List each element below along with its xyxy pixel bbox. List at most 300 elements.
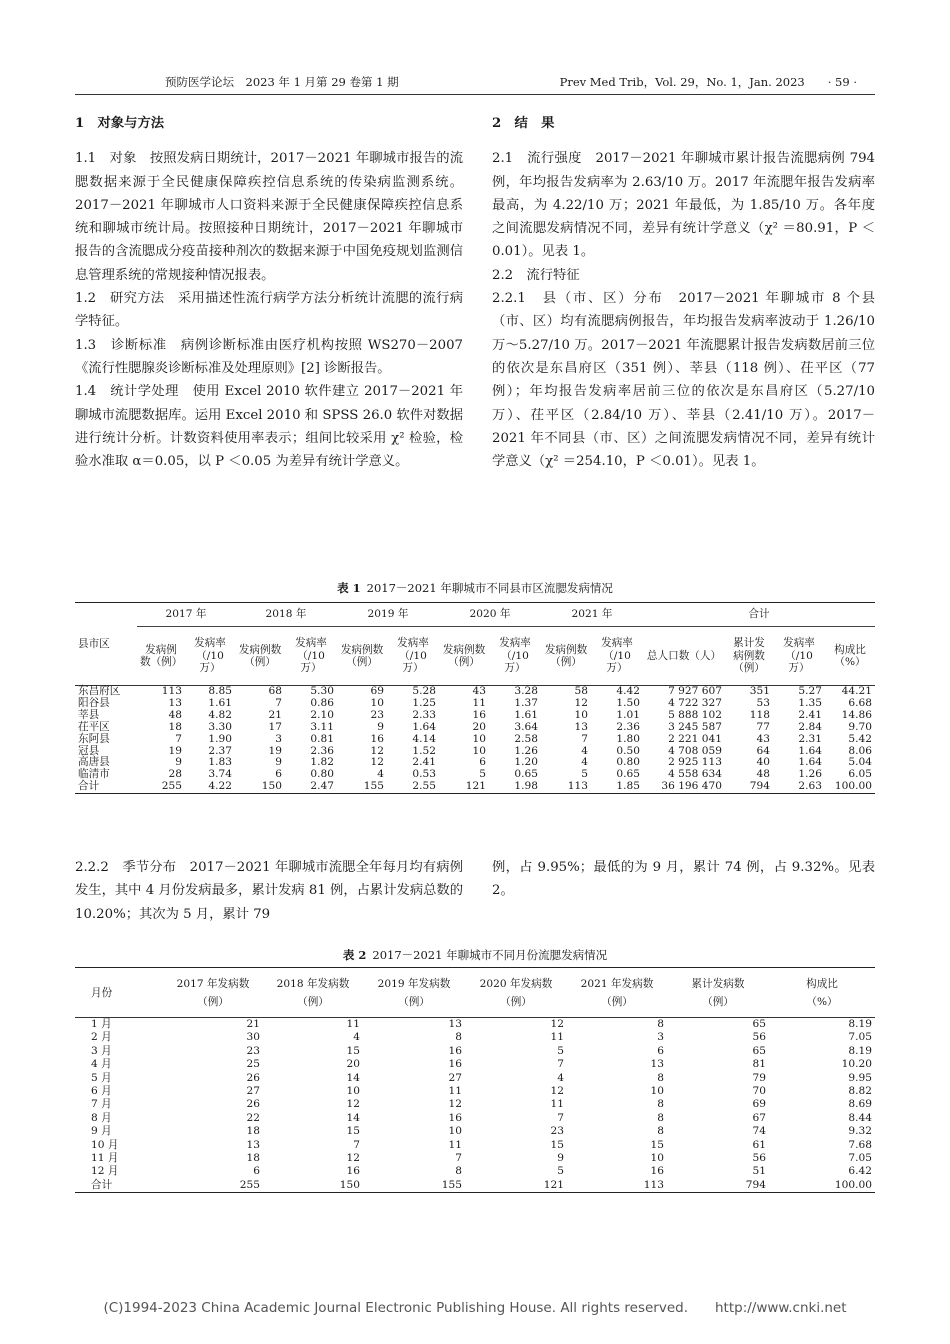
table-cell: 100.00 (834, 1178, 872, 1191)
table-cell: 5 (581, 768, 588, 781)
table-cell: 17 (268, 720, 282, 733)
table-cell: 2.37 (208, 744, 232, 757)
row-label: 11 月 (91, 1152, 119, 1165)
table-cell: 4 (581, 756, 588, 769)
column-header (769, 968, 875, 1018)
table-row (75, 1072, 875, 1085)
table-cell: 155 (441, 1178, 462, 1191)
table-cell: 6.05 (848, 768, 872, 781)
year-total: 合计 (643, 603, 875, 627)
column-header (263, 968, 363, 1018)
table-cell: 3 (657, 1031, 664, 1044)
table-cell: 23 (550, 1125, 564, 1138)
table-cell: 7.05 (848, 1152, 872, 1165)
row-label: 东昌府区 (78, 685, 121, 697)
table-cell: 69 (370, 685, 384, 697)
table-cell: 794 (749, 780, 770, 793)
table-cell: 18 (246, 1125, 260, 1138)
row-label: 莘县 (78, 708, 100, 721)
table-cell: 4 708 059 (668, 744, 722, 757)
year-2018: 2018 年 (235, 603, 337, 627)
row-label: 7 月 (91, 1098, 112, 1111)
table-cell: 48 (756, 768, 770, 781)
right-column (492, 112, 875, 473)
row-label: 4 月 (91, 1058, 112, 1071)
table-cell: 12 (346, 1098, 360, 1111)
table-cell: 6 (479, 756, 486, 769)
table-cell: 7.68 (848, 1138, 872, 1151)
column-header-line2: （例） (297, 995, 329, 1008)
table-cell: 65 (752, 1044, 766, 1057)
table-cell: 7 (581, 732, 588, 745)
table-cell: 1.61 (514, 708, 538, 721)
table-row (75, 1139, 875, 1152)
table-cell: 8.69 (848, 1098, 872, 1111)
para-statistics: 1.4 统计学处理 使用 Excel 2010 软件建立 2017－2021 年聊城市流腮数据库。运用 Excel 2010 和 SPSS 26.0 软件对数据进行统计分析。计数资料使用率表示；组间比较采用 χ² 检验，检验水准取 α＝0.05，以 P ＜0.05 为差异有统计学意义。 (75, 384, 463, 470)
table-cell: 7 (455, 1152, 462, 1165)
table-cell: 11 (448, 1085, 462, 1098)
table-cell: 3.74 (208, 768, 232, 781)
table-cell: 56 (752, 1152, 766, 1165)
table-cell: 0.81 (310, 732, 334, 745)
table-cell: 12 (550, 1085, 564, 1098)
year-2021: 2021 年 (541, 603, 643, 627)
table-cell: 10 (472, 732, 486, 745)
subheader-rate: 发病率（/10 万） (489, 627, 541, 686)
table-row (75, 781, 875, 793)
subheader-pop: 总人口数（人） (643, 627, 725, 686)
table-cell: 16 (346, 1165, 360, 1178)
table-cell: 1.64 (798, 756, 822, 769)
table-cell: 21 (246, 1018, 260, 1030)
table-cell: 10 (574, 708, 588, 721)
table-cell: 5 (557, 1165, 564, 1178)
table-cell: 1.52 (412, 744, 436, 757)
table-cell: 74 (752, 1125, 766, 1138)
table-cell: 5 888 102 (668, 708, 722, 721)
table-cell: 15 (346, 1125, 360, 1138)
table-cell: 118 (749, 708, 770, 721)
column-header-line1: 2021 年发病数 (580, 977, 654, 990)
table-cell: 2 221 041 (668, 732, 722, 745)
table-cell: 10 (448, 1125, 462, 1138)
table-cell: 12 (346, 1152, 360, 1165)
column-header-line1: 2020 年发病数 (479, 977, 553, 990)
table-cell: 9 (557, 1152, 564, 1165)
table-cell: 15 (650, 1138, 664, 1151)
table-cell: 113 (643, 1178, 664, 1191)
table-cell: 8 (455, 1031, 462, 1044)
table-cell: 10 (650, 1152, 664, 1165)
table-cell: 113 (161, 685, 182, 697)
table-cell: 0.50 (616, 744, 640, 757)
table-cell: 27 (448, 1071, 462, 1084)
table-cell: 8 (657, 1098, 664, 1111)
table-row (75, 1018, 875, 1032)
table-cell: 121 (543, 1178, 564, 1191)
journal-info-en: Prev Med Trib，Vol. 29，No. 1，Jan. 2023 · 59 · (559, 75, 857, 89)
subheader-cum: 累计发病例数（例） (725, 627, 773, 686)
table-cell: 6.68 (848, 696, 872, 709)
para-methods: 1.2 研究方法 采用描述性流行病学方法分析统计流腮的流行病学特征。 (75, 291, 463, 330)
table-cell: 28 (168, 768, 182, 781)
table-cell: 2.58 (514, 732, 538, 745)
table-cell: 5.28 (412, 685, 436, 697)
table-cell: 4.22 (208, 780, 232, 793)
table-cell: 58 (574, 685, 588, 697)
table-cell: 155 (363, 780, 384, 793)
table-cell: 113 (567, 780, 588, 793)
table-cell: 12 (370, 744, 384, 757)
table-cell: 16 (472, 708, 486, 721)
table-cell: 3.64 (514, 720, 538, 733)
table-cell: 8.19 (848, 1044, 872, 1057)
table-cell: 121 (465, 780, 486, 793)
table-cell: 8 (657, 1125, 664, 1138)
journal-info: 预防医学论坛 2023 年 1 月第 29 卷第 1 期 (165, 75, 399, 89)
column-header (667, 968, 769, 1018)
column-header-line2: （例） (500, 995, 532, 1008)
table-cell: 8.85 (208, 685, 232, 697)
subheader-cases: 发病例数（例） (235, 627, 285, 686)
table-row (75, 1058, 875, 1071)
copyright-footer: (C)1994-2023 China Academic Journal Electronic Publishing House. All rights reserved. http://www.cnki.net (103, 1300, 847, 1316)
table-cell: 0.86 (310, 696, 334, 709)
table-cell: 5.42 (848, 732, 872, 745)
table-cell: 11 (448, 1138, 462, 1151)
table-cell: 8.19 (848, 1018, 872, 1030)
table-cell: 1.80 (616, 732, 640, 745)
year-2020: 2020 年 (439, 603, 541, 627)
table-cell: 43 (472, 685, 486, 697)
table-cell: 1.64 (798, 744, 822, 757)
table-cell: 18 (168, 720, 182, 733)
para-diagnosis: 1.3 诊断标准 病例诊断标准由医疗机构按照 WS270－2007《流行性腮腺炎诊断标准及处理原则》[2] 诊断报告。 (75, 337, 463, 376)
column-header (163, 968, 263, 1018)
table-cell: 8 (657, 1111, 664, 1124)
table-cell: 150 (339, 1178, 360, 1191)
table-cell: 9.32 (848, 1125, 872, 1138)
table-cell: 9 (175, 756, 182, 769)
column-header-line2: （例） (702, 995, 734, 1008)
table-cell: 4 558 634 (668, 768, 722, 781)
table-cell: 0.80 (310, 768, 334, 781)
column-header (363, 968, 465, 1018)
table-cell: 8.06 (848, 744, 872, 757)
table-cell: 16 (370, 732, 384, 745)
table-cell: 8 (455, 1165, 462, 1178)
column-header-line1: 构成比 (806, 977, 838, 990)
para-features: 2.2 流行特征 (492, 267, 580, 283)
table-cell: 2.84 (798, 720, 822, 733)
column-header-line2: （例） (197, 995, 229, 1008)
table-cell: 2.47 (310, 780, 334, 793)
column-header-line2: （%） (806, 995, 838, 1008)
table-cell: 11 (346, 1018, 360, 1030)
table-cell: 3.11 (310, 720, 334, 733)
table-cell: 10 (346, 1085, 360, 1098)
table-cell: 100.00 (834, 780, 872, 793)
row-label: 合计 (78, 780, 100, 793)
column-header (465, 968, 567, 1018)
row-label: 3 月 (91, 1044, 112, 1057)
table-row (75, 746, 875, 758)
subheader-rate: 发病率（/10 万） (185, 627, 235, 686)
table-cell: 1.61 (208, 696, 232, 709)
row-label: 10 月 (91, 1138, 119, 1151)
column-header-line2: （例） (398, 995, 430, 1008)
table-cell: 16 (448, 1058, 462, 1071)
page-header (75, 68, 875, 95)
table-row (75, 1031, 875, 1044)
table-cell: 18 (246, 1152, 260, 1165)
year-2019: 2019 年 (337, 603, 439, 627)
table-cell: 5 (479, 768, 486, 781)
table-cell: 8 (657, 1018, 664, 1030)
table-cell: 5.04 (848, 756, 872, 769)
table-cell: 7 (557, 1058, 564, 1071)
para-county: 2.2.1 县（市、区）分布 2017－2021 年聊城市 8 个县（市、区）均有流腮病例报告，年均报告发病率波动于 1.26/10 万～5.27/10 万。2017－2021 年流腮累计报告发病数居前三位的依次是东昌府区（351 例）、莘县（118 例）、茌平区（77 例）；年均报告发病率居前三位的依次是东昌府区（5.27/10 万）、茌平区（2.84/10 万）、莘县（2.41/10 万）。2017－2021 年不同县（市、区）之间流腮发病情况不同，差异有统计学意义（χ² ＝254.10，P ＜0.01）。见表 1。 (492, 291, 875, 470)
table-cell: 6.42 (848, 1165, 872, 1178)
column-header-line1: 累计发病数 (691, 977, 745, 990)
table-cell: 9 (275, 756, 282, 769)
table-cell: 16 (448, 1044, 462, 1057)
table-cell: 23 (246, 1044, 260, 1057)
table-cell: 53 (756, 696, 770, 709)
table-cell: 4 (581, 744, 588, 757)
table-cell: 3.28 (514, 685, 538, 697)
table-cell: 27 (246, 1085, 260, 1098)
table-cell: 5.30 (310, 685, 334, 697)
para-season-right (492, 856, 875, 903)
table-cell: 0.80 (616, 756, 640, 769)
table-cell: 13 (650, 1058, 664, 1071)
table-cell: 3 245 587 (668, 720, 722, 733)
table-cell: 12 (370, 756, 384, 769)
table-cell: 1.37 (514, 696, 538, 709)
table-cell: 4.14 (412, 732, 436, 745)
table-cell: 16 (448, 1111, 462, 1124)
subheader-rate: 发病率（/10 万） (591, 627, 643, 686)
table-cell: 794 (745, 1178, 766, 1191)
row-label: 2 月 (91, 1031, 112, 1044)
table-cell: 1.50 (616, 696, 640, 709)
table-row (75, 722, 875, 734)
column-header-line1: 2017 年发病数 (176, 977, 250, 990)
subheader-ratio: 构成比（%） (825, 627, 875, 686)
table-row (75, 1112, 875, 1125)
table-cell: 61 (752, 1138, 766, 1151)
row-label: 阳谷县 (78, 696, 110, 709)
table-cell: 4 722 327 (668, 696, 722, 709)
table-cell: 15 (346, 1044, 360, 1057)
table-cell: 8 (657, 1071, 664, 1084)
column-header-line2: （例） (601, 995, 633, 1008)
table-row (75, 1085, 875, 1098)
table-cell: 70 (752, 1085, 766, 1098)
row-label: 12 月 (91, 1165, 119, 1178)
table-cell: 23 (370, 708, 384, 721)
table-cell: 19 (268, 744, 282, 757)
table-cell: 20 (346, 1058, 360, 1071)
table-cell: 44.21 (841, 685, 872, 697)
table-row (75, 1152, 875, 1165)
table-cell: 6 (657, 1044, 664, 1057)
section-title-methods: 1 对象与方法 (75, 116, 165, 131)
table-cell: 12 (448, 1098, 462, 1111)
table-cell: 13 (448, 1018, 462, 1030)
row-label: 临清市 (78, 768, 110, 781)
table-cell: 9.95 (848, 1071, 872, 1084)
section-title-results: 2 结 果 (492, 116, 555, 131)
table-cell: 10 (370, 696, 384, 709)
table-cell: 69 (752, 1098, 766, 1111)
table-cell: 1.90 (208, 732, 232, 745)
table-cell: 7 (175, 732, 182, 745)
row-label: 高唐县 (78, 756, 110, 769)
table-cell: 2.36 (310, 744, 334, 757)
table2-title: 2017－2021 年聊城市不同月份流腮发病情况 (372, 948, 608, 962)
left-column (75, 112, 463, 473)
subheader-cases: 发病例数（例） (337, 627, 387, 686)
table-cell: 2.41 (412, 756, 436, 769)
table-cell: 255 (239, 1178, 260, 1191)
table-cell: 77 (756, 720, 770, 733)
table-cell: 1.98 (514, 780, 538, 793)
table-cell: 11 (550, 1031, 564, 1044)
table-cell: 9.70 (848, 720, 872, 733)
table-cell: 13 (246, 1138, 260, 1151)
table-cell: 68 (268, 685, 282, 697)
table-cell: 7 (275, 696, 282, 709)
table-cell: 5.27 (798, 685, 822, 697)
table-cell: 1.01 (616, 708, 640, 721)
table-cell: 2 925 113 (668, 756, 722, 769)
table-cell: 26 (246, 1071, 260, 1084)
table-cell: 1.26 (514, 744, 538, 757)
table-cell: 26 (246, 1098, 260, 1111)
table-cell: 0.65 (514, 768, 538, 781)
table-cell: 11 (550, 1098, 564, 1111)
table-cell: 6 (275, 768, 282, 781)
table-cell: 2.55 (412, 780, 436, 793)
table-cell: 4 (557, 1071, 564, 1084)
table-cell: 30 (246, 1031, 260, 1044)
table-cell: 10.20 (841, 1058, 872, 1071)
table-row (75, 1165, 875, 1178)
table-cell: 255 (161, 780, 182, 793)
table-cell: 40 (756, 756, 770, 769)
table-cell: 4.82 (208, 708, 232, 721)
table-cell: 2.63 (798, 780, 822, 793)
table-cell: 19 (168, 744, 182, 757)
table-cell: 21 (268, 708, 282, 721)
para-season-cont: 例，占 9.95%；最低的为 9 月，累计 74 例，占 9.32%。见表 2。 (492, 860, 875, 899)
row-label: 8 月 (91, 1111, 112, 1124)
table-cell: 351 (749, 685, 770, 697)
table-cell: 48 (168, 708, 182, 721)
para-intensity: 2.1 流行强度 2017－2021 年聊城市累计报告流腮病例 794 例，年均报告发病率为 2.63/10 万。2017 年流腮年报告发病率最高，为 4.22/10 万；2021 年最低，为 1.85/10 万。各年度之间流腮发病情况不同，差异有统计学意义（χ² ＝80.91，P ＜0.01）。见表 1。 (492, 151, 875, 260)
subheader-cases: 发病例数（例） (439, 627, 489, 686)
table-cell: 64 (756, 744, 770, 757)
table-row (75, 1045, 875, 1058)
table-cell: 7 (557, 1111, 564, 1124)
table-cell: 7 (353, 1138, 360, 1151)
row-label: 茌平区 (78, 720, 110, 733)
table-cell: 0.65 (616, 768, 640, 781)
subheader-cases: 发病例数（例） (541, 627, 591, 686)
table-cell: 150 (261, 780, 282, 793)
table-cell: 67 (752, 1111, 766, 1124)
subheader-rate: 发病率（/10 万） (285, 627, 337, 686)
table-cell: 2.36 (616, 720, 640, 733)
table-cell: 12 (574, 696, 588, 709)
table-cell: 4.42 (616, 685, 640, 697)
para-season: 2.2.2 季节分布 2017－2021 年聊城市流腮全年每月均有病例发生，其中 4 月份发病最多，累计发病 81 例，占累计发病总数的 10.20%；其次为 5 月，累计 79 (75, 860, 464, 922)
table-cell: 25 (246, 1058, 260, 1071)
table-cell: 81 (752, 1058, 766, 1071)
table1-title: 2017－2021 年聊城市不同县市区流腮发病情况 (366, 581, 613, 595)
column-header-line1: 月份 (91, 986, 113, 999)
table-cell: 1.20 (514, 756, 538, 769)
table-cell: 6 (253, 1165, 260, 1178)
row-label: 冠县 (78, 744, 100, 757)
table-cell: 10 (650, 1085, 664, 1098)
table-cell: 7.05 (848, 1031, 872, 1044)
table-cell: 22 (246, 1111, 260, 1124)
table-cell: 36 196 470 (661, 780, 722, 793)
table-cell: 13 (574, 720, 588, 733)
table2 (75, 967, 875, 1193)
table-row (75, 1125, 875, 1138)
table-cell: 4 (377, 768, 384, 781)
row-label: 合计 (91, 1178, 113, 1191)
table-cell: 43 (756, 732, 770, 745)
row-label: 东阿县 (78, 732, 110, 745)
table-cell: 7 927 607 (668, 685, 722, 697)
table-cell: 8.44 (848, 1111, 872, 1124)
table1-label: 表 1 (337, 581, 361, 595)
table-cell: 1.83 (208, 756, 232, 769)
column-header (567, 968, 667, 1018)
table-cell: 1.85 (616, 780, 640, 793)
table-cell: 65 (752, 1018, 766, 1030)
subheader-cases: 发病例数（例） (137, 627, 185, 686)
year-2017: 2017 年 (137, 603, 235, 627)
table-cell: 8.82 (848, 1085, 872, 1098)
table-cell: 12 (550, 1018, 564, 1030)
row-label: 1 月 (91, 1018, 112, 1030)
table-cell: 1.35 (798, 696, 822, 709)
table-cell: 51 (752, 1165, 766, 1178)
table2-label: 表 2 (342, 948, 367, 962)
table2-caption (75, 947, 875, 963)
table-row (75, 734, 875, 746)
table-cell: 9 (377, 720, 384, 733)
table-row (75, 757, 875, 769)
subheader-rate_total: 发病率（/10 万） (773, 627, 825, 686)
table-cell: 3.30 (208, 720, 232, 733)
table-cell: 16 (650, 1165, 664, 1178)
table-row (75, 1098, 875, 1111)
table-cell: 1.25 (412, 696, 436, 709)
table-cell: 2.41 (798, 708, 822, 721)
table-cell: 13 (168, 696, 182, 709)
table-cell: 15 (550, 1138, 564, 1151)
table-cell: 14 (346, 1111, 360, 1124)
subheader-rate: 发病率（/10 万） (387, 627, 439, 686)
row-label: 5 月 (91, 1071, 112, 1084)
